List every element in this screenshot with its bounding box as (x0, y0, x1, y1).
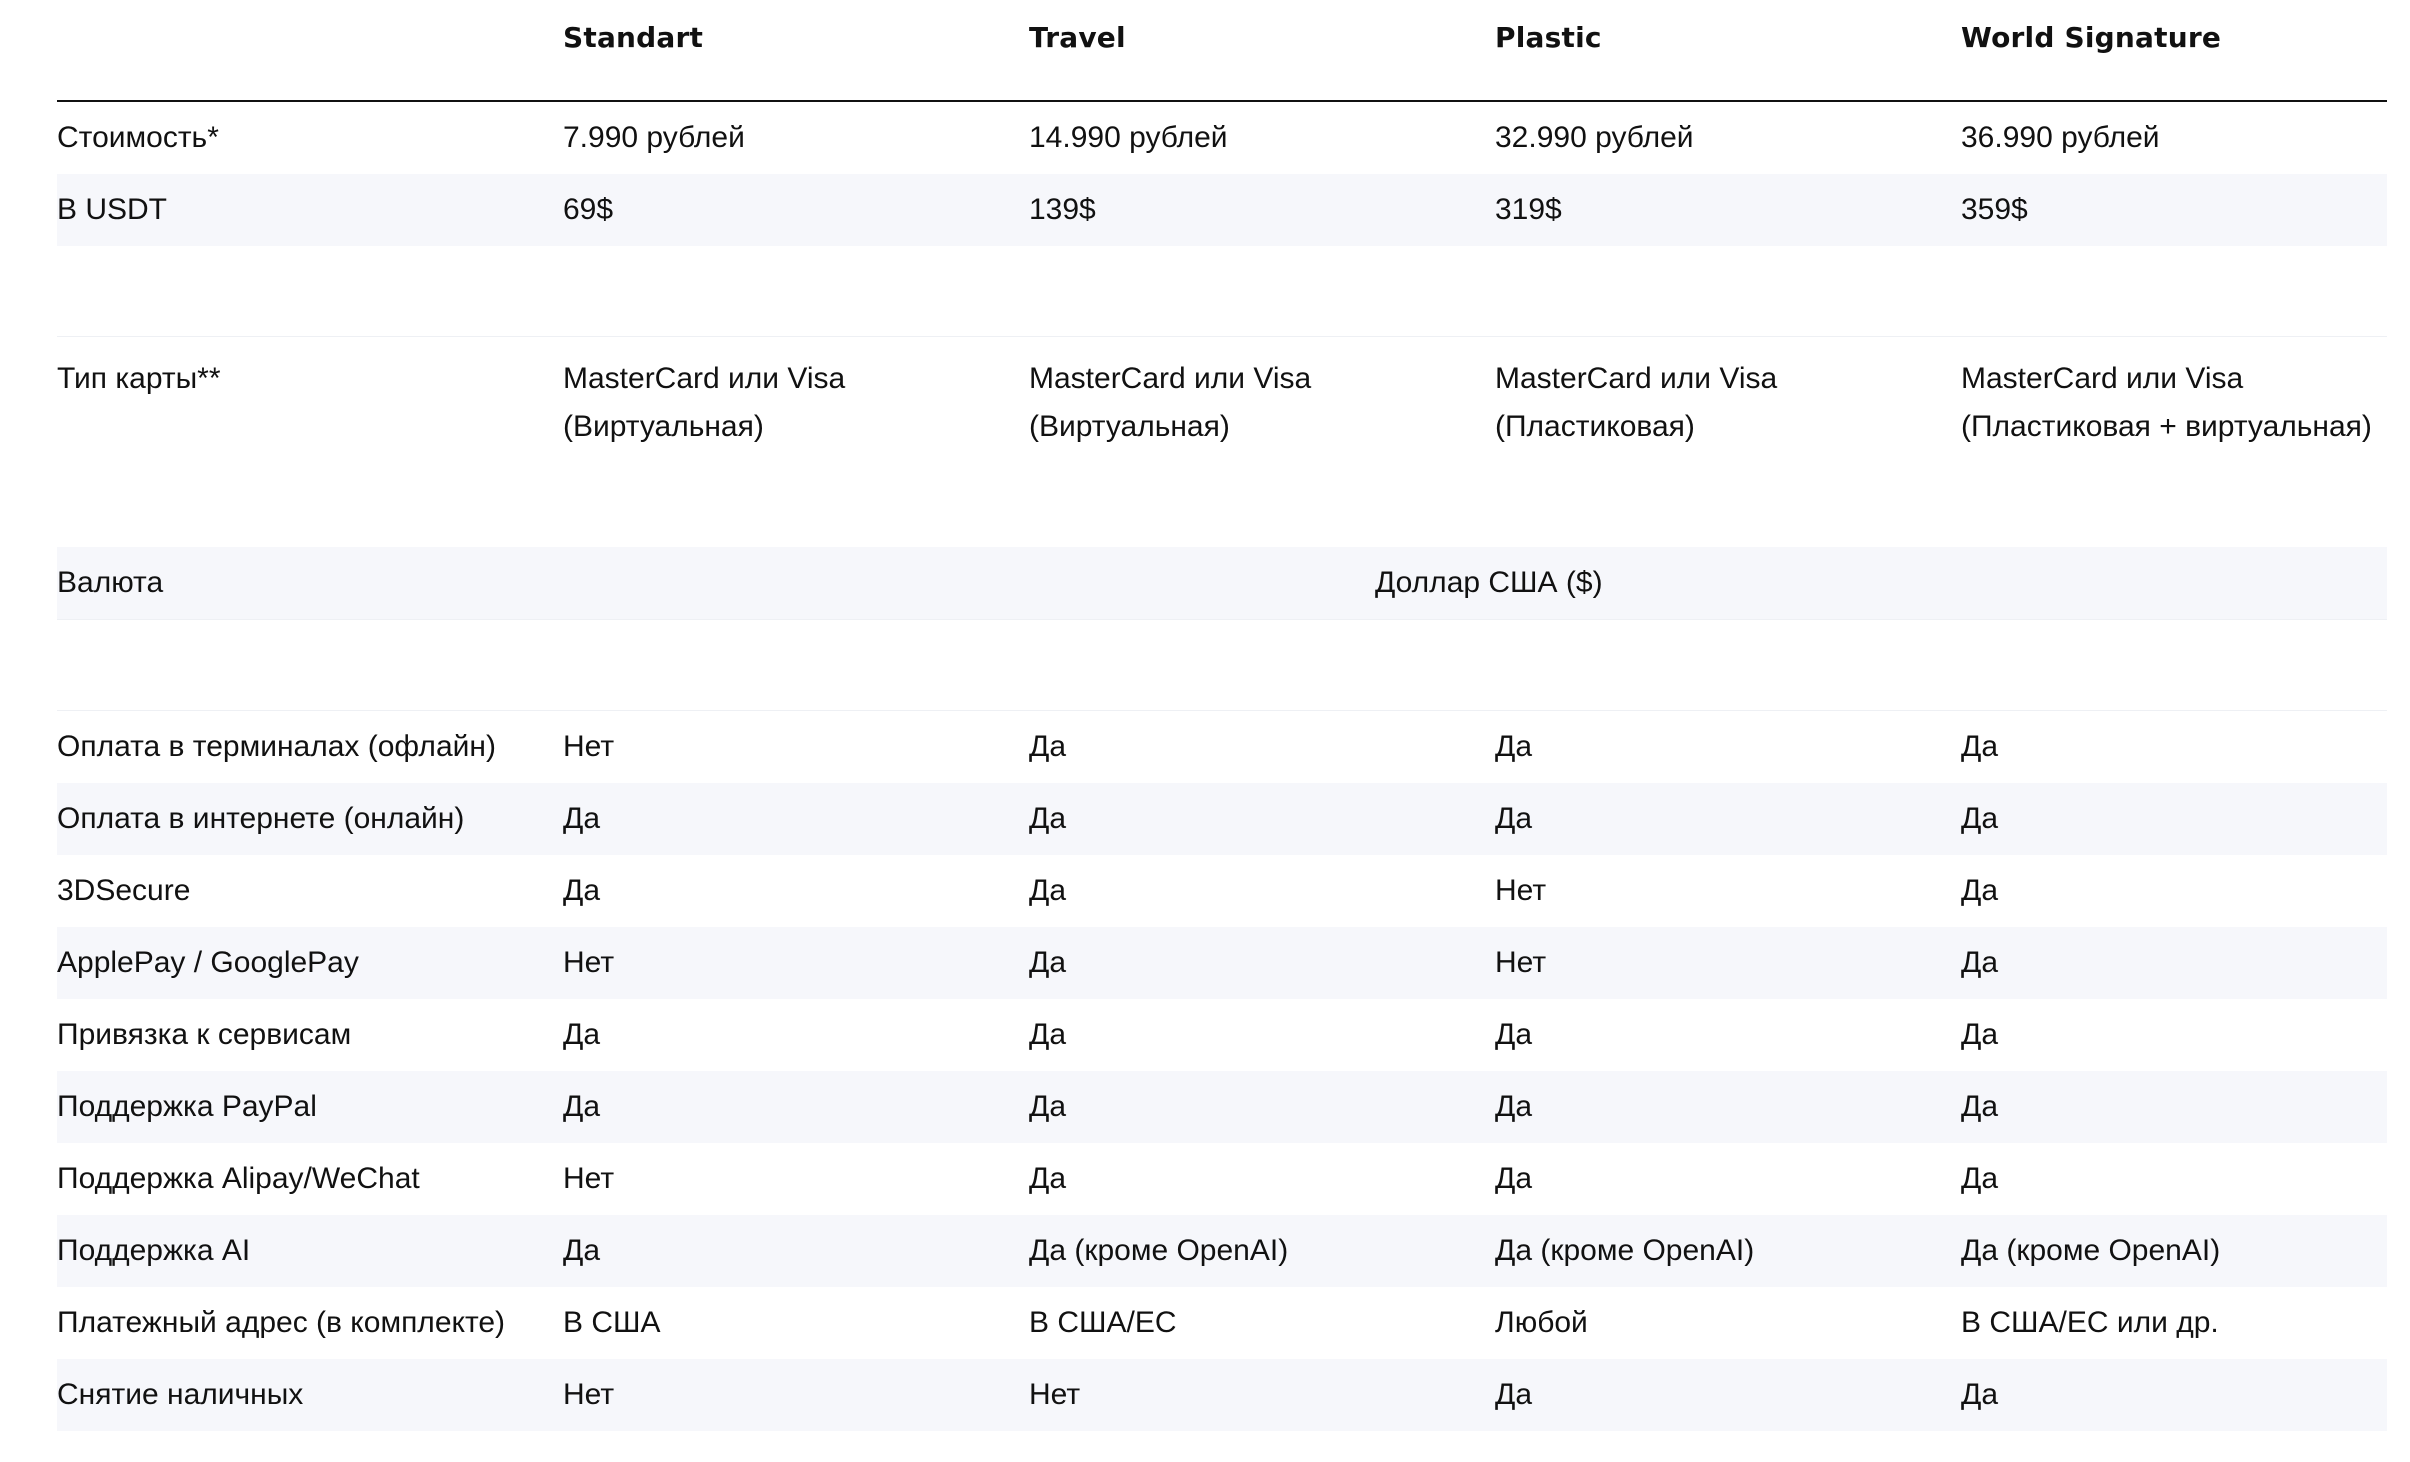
row-label: Поддержка Alipay/WeChat (57, 1162, 420, 1195)
cell-world-signature: 36.990 рублей (1961, 121, 2160, 154)
header-standart: Standart (563, 21, 704, 54)
cell-standart (563, 337, 1029, 451)
features-section (57, 710, 2387, 1431)
cell-plastic: Да (1495, 802, 1533, 835)
cell-travel: Да (1029, 1018, 1067, 1051)
card-type-kind: (Виртуальная) (1029, 410, 1230, 443)
row-label: В USDT (57, 193, 168, 226)
row-label: Снятие наличных (57, 1378, 304, 1411)
cell-travel: Да (кроме OpenAI) (1029, 1234, 1289, 1267)
cell-world-signature: 359$ (1961, 193, 2028, 226)
section-spacer (57, 457, 2387, 547)
cell-travel: 139$ (1029, 193, 1096, 226)
cell-plastic: Да (1495, 1378, 1533, 1411)
cell-plastic: Да (1495, 1162, 1533, 1195)
cell-travel: Да (1029, 874, 1067, 907)
header-empty-cell (57, 0, 563, 21)
cell-plastic: Любой (1495, 1306, 1588, 1339)
cell-travel: Да (1029, 1162, 1067, 1195)
cell-travel: Нет (1029, 1378, 1081, 1411)
row-label: Поддержка PayPal (57, 1090, 317, 1123)
table-row (57, 855, 2387, 927)
row-label: Платежный адрес (в комплекте) (57, 1306, 506, 1339)
cell-plastic: Нет (1495, 946, 1547, 979)
table-row (57, 1215, 2387, 1287)
table-row (57, 1359, 2387, 1431)
table-row (57, 710, 2387, 783)
header-travel: Travel (1029, 21, 1126, 54)
table-row (57, 1143, 2387, 1215)
cell-world-signature: Да (1961, 802, 1999, 835)
cell-plastic: 319$ (1495, 193, 1562, 226)
row-label: Стоимость* (57, 121, 219, 154)
row-label: Оплата в терминалах (офлайн) (57, 730, 496, 763)
cell-standart: 7.990 рублей (563, 121, 745, 154)
cell-standart: Да (563, 874, 601, 907)
table-row (57, 1071, 2387, 1143)
cell-travel: В США/ЕС (1029, 1306, 1177, 1339)
table-row-price (57, 102, 2387, 174)
cell-plastic (1495, 337, 1961, 451)
card-type-kind: (Пластиковая + виртуальная) (1961, 410, 2372, 443)
cell-standart: Нет (563, 1378, 615, 1411)
cell-plastic: Да (кроме OpenAI) (1495, 1234, 1755, 1267)
row-label: Валюта (57, 566, 164, 599)
cell-world-signature: Да (1961, 1378, 1999, 1411)
card-type-line: MasterCard или Visa (1961, 362, 2244, 395)
cell-standart: Да (563, 802, 601, 835)
cell-travel: Да (1029, 802, 1067, 835)
row-label: ApplePay / GooglePay (57, 946, 359, 979)
section-spacer (57, 246, 2387, 336)
cell-world-signature: Да (кроме OpenAI) (1961, 1234, 2221, 1267)
cell-standart: Да (563, 1234, 601, 1267)
table-row-card-type (57, 336, 2387, 457)
cell-plastic: Да (1495, 1018, 1533, 1051)
cell-world-signature: Да (1961, 1018, 1999, 1051)
cell-standart: В США (563, 1306, 661, 1339)
cell-standart: 69$ (563, 193, 614, 226)
cell-standart: Да (563, 1090, 601, 1123)
header-plastic: Plastic (1495, 21, 1602, 54)
row-label: Поддержка AI (57, 1234, 251, 1267)
header-world-signature: World Signature (1961, 21, 2222, 54)
section-spacer (57, 619, 2387, 710)
cell-plastic: Нет (1495, 874, 1547, 907)
table-header (57, 0, 2387, 102)
cell-standart: Нет (563, 946, 615, 979)
card-type-line: MasterCard или Visa (1029, 362, 1312, 395)
cell-plastic: Да (1495, 730, 1533, 763)
table-row (57, 999, 2387, 1071)
card-type-kind: (Виртуальная) (563, 410, 764, 443)
cell-standart: Нет (563, 1162, 615, 1195)
row-label: 3DSecure (57, 874, 191, 907)
cell-travel: Да (1029, 946, 1067, 979)
cell-plastic: Да (1495, 1090, 1533, 1123)
cell-travel (1029, 337, 1495, 451)
row-label: Тип карты** (57, 362, 221, 395)
card-type-line: MasterCard или Visa (563, 362, 846, 395)
cell-world-signature: Да (1961, 946, 1999, 979)
cell-standart: Нет (563, 730, 615, 763)
cell-world-signature: Да (1961, 1162, 1999, 1195)
cell-travel: Да (1029, 1090, 1067, 1123)
card-type-line: MasterCard или Visa (1495, 362, 1778, 395)
table-row (57, 783, 2387, 855)
table-row (57, 1287, 2387, 1359)
card-type-kind: (Пластиковая) (1495, 410, 1695, 443)
cell-world-signature: Да (1961, 1090, 1999, 1123)
row-label: Оплата в интернете (онлайн) (57, 802, 465, 835)
cell-world-signature (1961, 337, 2387, 451)
cell-standart: Да (563, 1018, 601, 1051)
currency-value: Доллар США ($) (1375, 566, 1603, 599)
cell-world-signature: Да (1961, 730, 1999, 763)
card-comparison-table (57, 0, 2387, 1431)
cell-travel: Да (1029, 730, 1067, 763)
table-row-currency (57, 547, 2387, 619)
row-label: Привязка к сервисам (57, 1018, 352, 1051)
table-row (57, 927, 2387, 999)
table-row-usdt (57, 174, 2387, 246)
cell-world-signature: В США/ЕС или др. (1961, 1306, 2219, 1339)
cell-plastic: 32.990 рублей (1495, 121, 1694, 154)
cell-travel: 14.990 рублей (1029, 121, 1228, 154)
cell-world-signature: Да (1961, 874, 1999, 907)
